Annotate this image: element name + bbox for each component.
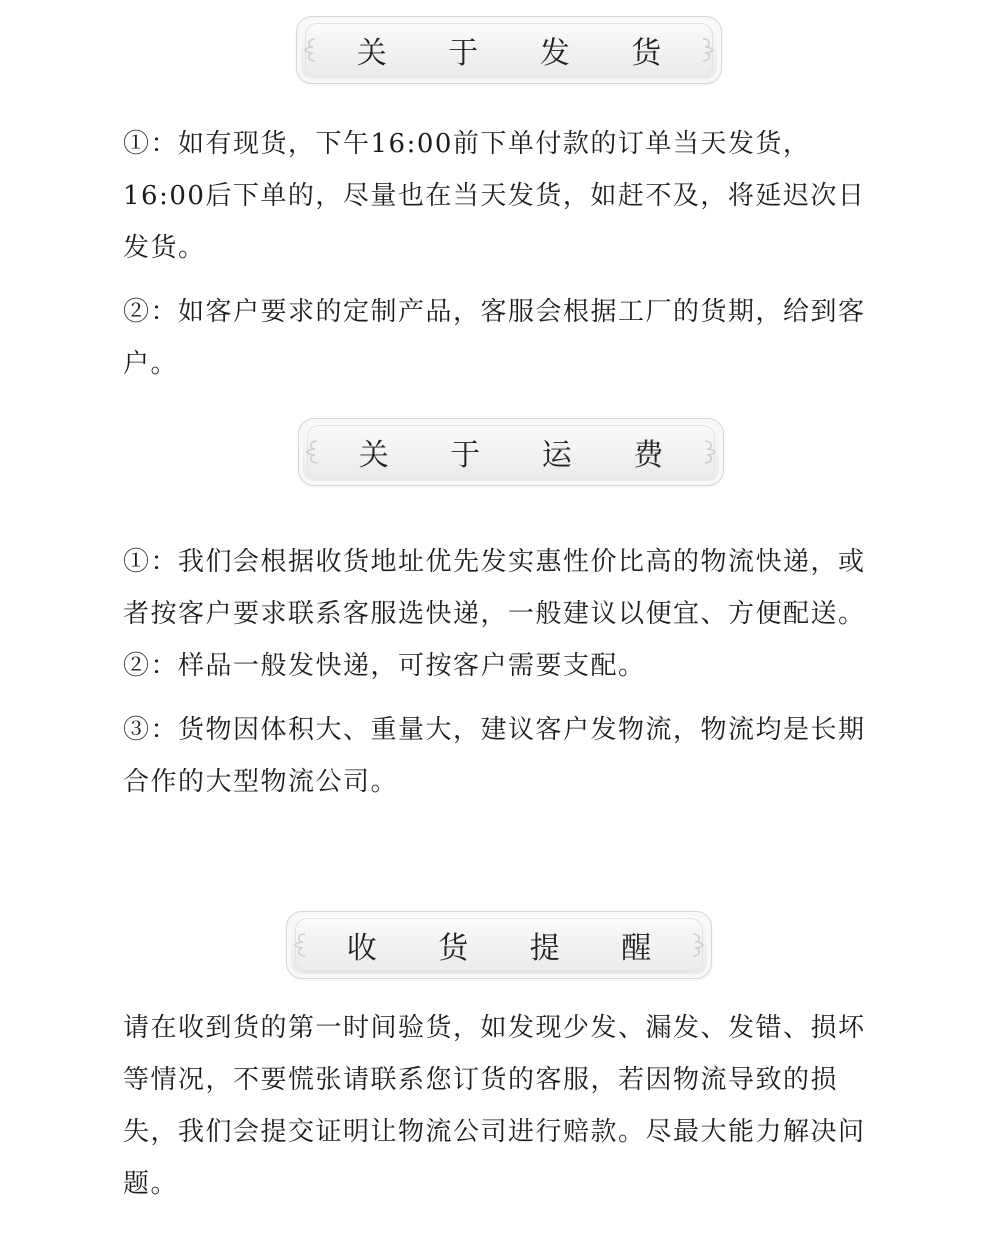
section-body-receiving bbox=[123, 1002, 883, 1210]
section-header-shipping bbox=[296, 16, 722, 84]
section-body-freight bbox=[123, 536, 883, 808]
section-title: 关 于 发 货 bbox=[356, 36, 688, 71]
paragraph: ③：货物因体积大、重量大，建议客户发物流，物流均是长期合作的大型物流公司。 bbox=[123, 715, 866, 797]
section-header-freight bbox=[298, 418, 724, 486]
section-body-shipping bbox=[123, 118, 883, 390]
paragraph: 请在收到货的第一时间验货，如发现少发、漏发、发错、损坏等情况，不要慌张请联系您订货的客服，若因物流导致的损失，我们会提交证明让物流公司进行赔款。尽最大能力解决问题。 bbox=[123, 1013, 866, 1199]
paragraph: ①：如有现货，下午16:00前下单付款的订单当天发货，16:00后下单的，尽量也在当天发货，如赶不及，将延迟次日发货。 bbox=[123, 129, 866, 263]
section-title: 关 于 运 费 bbox=[358, 438, 690, 473]
paragraph: ②：样品一般发快递，可按客户需要支配。 bbox=[123, 651, 646, 681]
paragraph: ②：如客户要求的定制产品，客服会根据工厂的货期，给到客户。 bbox=[123, 297, 866, 379]
section-title: 收 货 提 醒 bbox=[346, 931, 678, 966]
section-header-receiving bbox=[286, 911, 712, 979]
paragraph: ①：我们会根据收货地址优先发实惠性价比高的物流快递，或者按客户要求联系客服选快递，一般建议以便宜、方便配送。 bbox=[123, 547, 866, 629]
